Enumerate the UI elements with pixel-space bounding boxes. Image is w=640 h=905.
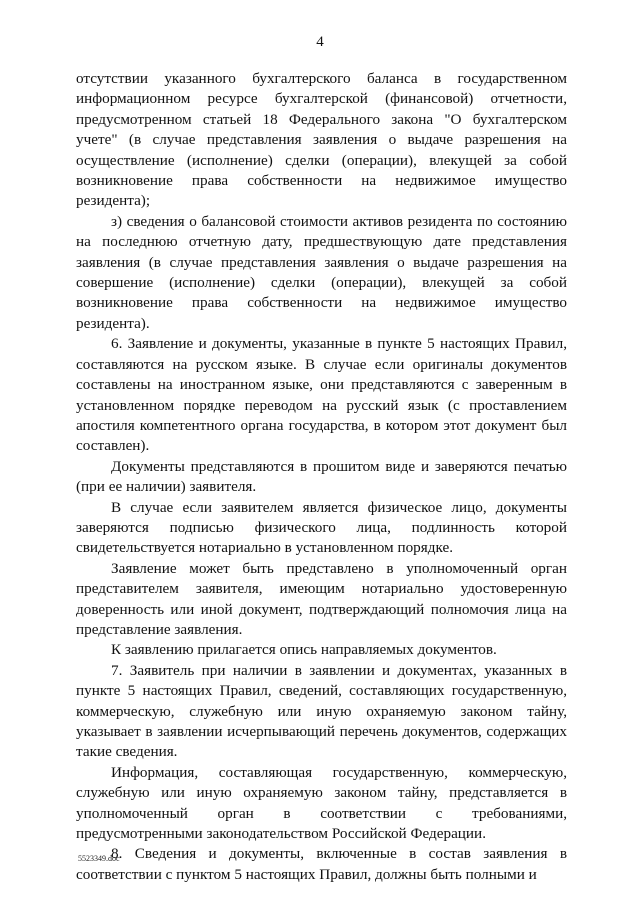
footer-file-name: 5523349.doc [78,854,120,863]
paragraph-clause-6: 6. Заявление и документы, указанные в пункте 5 настоящих Правил, составляются на русском языке. В случае если оригиналы документов составлены на иностранном языке, они представляются с заверенным в установленном порядке переводом на русский язык (с проставлением апостиля компетентного органа государства, в котором этот документ был составлен). [76,335,567,455]
paragraph-representative: Заявление может быть представлено в уполномоченный орган представителем заявителя, имеющим нотариально удостоверенную доверенность или иной документ, подтверждающий полномочия лица на представление заявления. [76,559,567,638]
paragraph-clause-8: 8. Сведения и документы, включенные в состав заявления в соответствии с пунктом 5 настоящих Правил, должны быть полными и [76,845,567,883]
paragraph-documents-sealed: Документы представляются в прошитом виде и заверяются печатью (при ее наличии) заявителя. [76,457,567,496]
paragraph-secret-information: Информация, составляющая государственную, коммерческую, служебную или иную охраняемую законом тайну, представляется в уполномоченный орган в соответствии с требованиями, предусмотренными законодательством Российской Федерации. [76,763,567,843]
paragraph-inventory: К заявлению прилагается опись направляемых документов. [111,641,497,659]
paragraph-individual-applicant: В случае если заявителем является физическое лицо, документы заверяются подписью физического лица, подлинность которой свидетельствуется нотариально в установленном порядке. [76,498,567,557]
paragraph-item-z: з) сведения о балансовой стоимости активов резидента по состоянию на последнюю отчетную дату, предшествующую дате представления заявления (в случае представления заявления о выдаче разрешения на совершение (исполнение) сделки (операции), влекущей за собой возникновение права собственности на недвижимое имущество резидента). [76,212,567,332]
paragraph-clause-7: 7. Заявитель при наличии в заявлении и документах, указанных в пункте 5 настоящих Правил, сведений, составляющих государственную, коммерческую, служебную или иную охраняемую законом тайну, указывает в заявлении исчерпывающий перечень документов, содержащих такие сведения. [76,661,567,761]
paragraph-continuation: отсутствии указанного бухгалтерского баланса в государственном информационном ресурсе бухгалтерской (финансовой) отчетности, предусмотренном статьей 18 Федерального закона "О бухгалтерском учете" (в случае представления заявления о выдаче разрешения на осуществление (исполнение) сделки (операции), влекущей за собой возникновение права собственности на недвижимое имущество резидента); [76,70,567,210]
page-number: 4 [316,34,324,50]
document-body [76,69,567,885]
